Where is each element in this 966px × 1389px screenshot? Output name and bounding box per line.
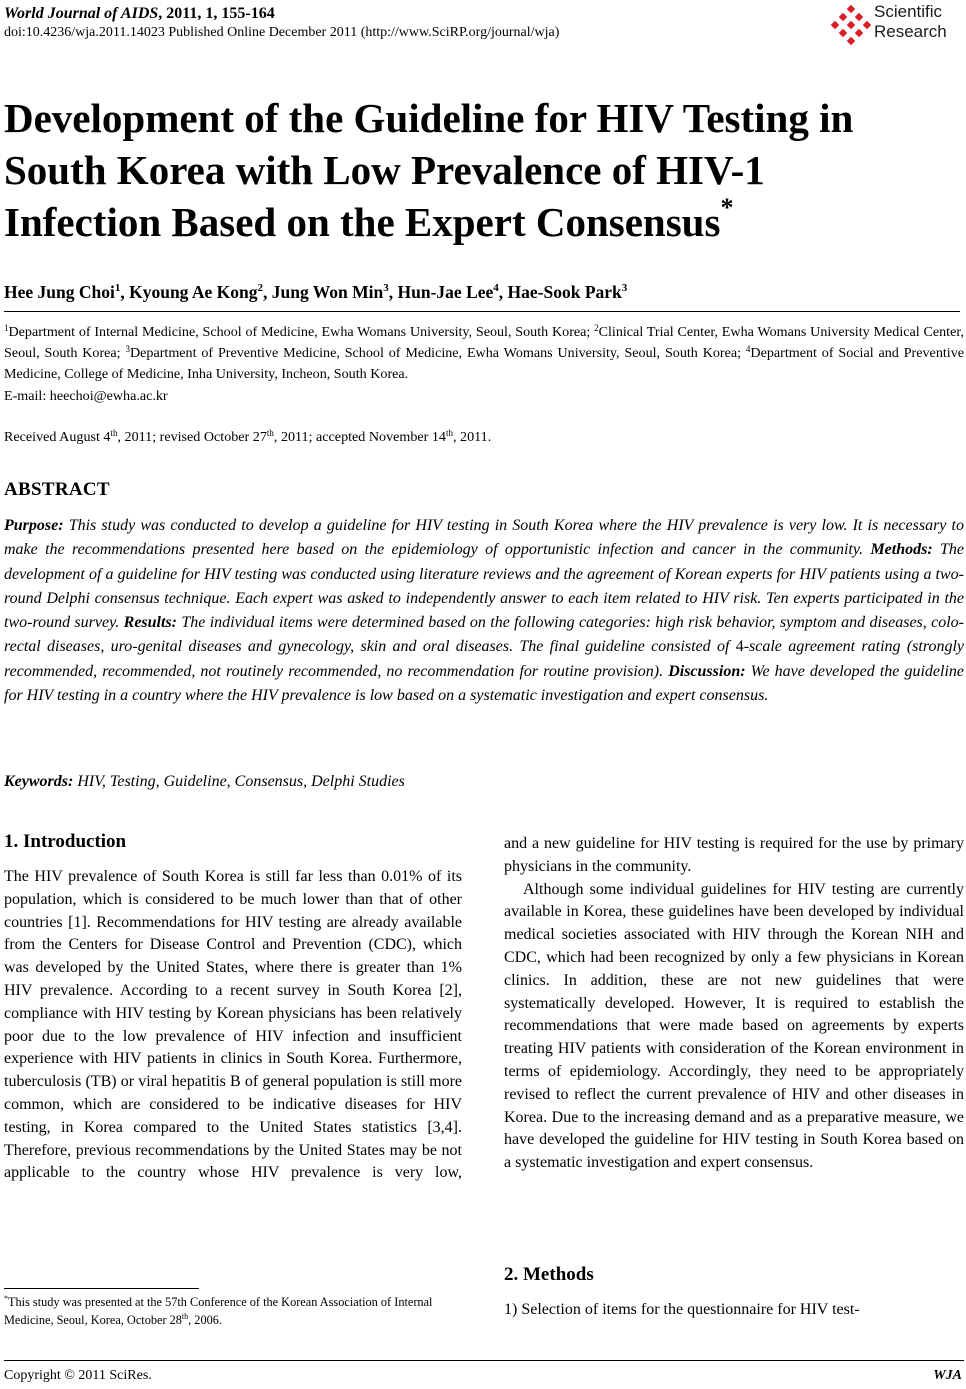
- intro-paragraph-2: Although some individual guidelines for HIV testing are currently available in Korea, these guidelines have been developed by individual medical societies associated with HIV through the Korean NIH and CDC, which had been recognized by only a few physicians in Korean clinics. In addition, these are not new guidelines that were systematically developed. However, It is required to establish the recommendations that were made based on agreements by experts treating HIV patients with consideration of the Korean environment in terms of epidemiology. Accordingly, they need to be appropriately revised to reflect the current prevalence of HIV and other diseases in Korea. Due to the increasing demand and as a preparative measure, we have developed the guideline for HIV testing in South Korea based on a systematic investigation and expert consensus.: [504, 880, 964, 1172]
- author: Hun-Jae Lee$^4$,: [397, 282, 508, 302]
- abstract-methods: The development of a guideline for HIV testing was conducted using literature reviews and the agreement of Korean experts for HIV patients using a two-round Delphi consensus technique. Each expert was asked to independently answer to each item related to HIV risk. Ten experts participated in the two-round survey.: [4, 541, 965, 632]
- abstract-purpose: This study was conducted to develop a guideline for HIV testing in South Korea where the HIV prevalence is very low. It is necessary to make the recommendations presented here based on the epidemiology of opportunistic infection and cancer in the community.: [4, 517, 964, 559]
- publisher-logo: [830, 2, 962, 48]
- affiliation-3: Department of Preventive Medicine, School of Medicine, Ewha Womans University, Seoul, South Korea;: [129, 345, 746, 361]
- contact-email: E-mail: heechoi@ewha.ac.kr: [4, 388, 168, 404]
- section-heading-methods: 2. Methods: [504, 1264, 594, 1285]
- abstract-body: Purpose: This study was conducted to develop a guideline for HIV testing in South Korea where the HIV prevalence is very low. It is necessary to make the recommendations presented here based on the epidemiology of opportunistic infection and cancer in the community. Methods: The development of a guideline for HIV testing was conducted using literature reviews and the agreement of Korean experts for HIV patients using a two-round Delphi consensus technique. Each expert was asked to independently answer to each item related to HIV risk. Ten experts participated in the two-round survey. Results: The individual items were determined based on the following categories: high risk behavior, symptom and diseases, colo-rectal diseases, uro-genital diseases and gynecology, skin and oral diseases. The final guideline consisted of 4-scale agreement rating (strongly recommended, recommended, not routinely recommended, no recommendation for routine provision). Discussion: We have developed the guideline for HIV testing in a country where the HIV prevalence is low based on a systematic investigation and expert consensus.: [4, 517, 965, 705]
- intro-paragraph-1: The HIV prevalence of South Korea is still far less than 0.01% of its population, which is considered to be much lower than that of other countries [1]. Recommendations for HIV testing are already available from the Centers for Disease Control and Prevention (CDC), which was developed by the United States, where there is greater than 1% HIV prevalence. According to a recent survey in South Korea [2], compliance with HIV testing by Korean physicians has been relatively poor due to the low prevalence of HIV infection and insufficient experience with HIV patients in clinics in South Korea. Furthermore, tuberculosis (TB) or viral hepatitis B of general population is still more common, which are considered to be indicative diseases for HIV testing, in Korea compared to the United States statistics [3,4]. Therefore, previous recommendations by the United States may be not applicable to the country whose HIV prevalence is very low,: [4, 868, 462, 1182]
- doi-line: doi:10.4236/wja.2011.14023 Published Online December 2011 (http://www.SciRP.org/journal/wja): [4, 25, 560, 40]
- journal-citation: [4, 4, 275, 24]
- affiliation-4: Department of Social and Preventive Medicine, College of Medicine, Inha University, Incheon, South Korea.: [4, 345, 964, 382]
- author: Hee Jung Choi$^1$,: [4, 282, 130, 302]
- footnote-divider: [4, 1288, 199, 1289]
- affiliation-2: Clinical Trial Center, Ewha Womans University Medical Center, Seoul, South Korea;: [4, 324, 964, 361]
- section-heading-introduction: 1. Introduction: [4, 831, 127, 852]
- title-line-3: Infection Based on the Expert Consensus: [4, 199, 721, 245]
- title-line-1: Development of the Guideline for HIV Testing in: [4, 95, 854, 141]
- title-footnote-marker: *: [720, 193, 734, 222]
- copyright: Copyright © 2011 SciRes.: [4, 1368, 152, 1383]
- abstract-results-label: Results: [123, 614, 172, 632]
- author: Kyoung Ae Kong$^2$,: [129, 282, 272, 302]
- intro-paragraph-1-continued: and a new guideline for HIV testing is required for the use by primary physicians in the community.: [504, 835, 964, 875]
- abstract-discussion: We have developed the guideline for HIV testing in a country where the HIV prevalence is low based on a systematic investigation and expert consensus.: [4, 662, 964, 705]
- author-divider: [4, 311, 960, 312]
- keywords: Keywords: HIV, Testing, Guideline, Consensus, Delphi Studies: [4, 773, 405, 790]
- abstract-discussion-label: Discussion: [668, 662, 741, 680]
- footer-divider: [4, 1360, 964, 1361]
- author-list: [4, 281, 627, 303]
- abstract-heading: ABSTRACT: [4, 479, 110, 500]
- methods-item-1: 1) Selection of items for the questionnaire for HIV test-: [504, 1301, 860, 1318]
- keywords-list: HIV, Testing, Guideline, Consensus, Delphi Studies: [73, 773, 405, 790]
- abstract-methods-label: Methods: [870, 541, 928, 559]
- body-column-left: [4, 866, 462, 1185]
- received-dates: Received August 4th, 2011; revised October 27th, 2011; accepted November 14th, 2011.: [4, 428, 492, 445]
- abstract-purpose-label: Purpose: [4, 517, 59, 534]
- author: Jung Won Min$^3$,: [271, 282, 398, 302]
- publisher-logo-text: [874, 2, 947, 42]
- title-footnote: *This study was presented at the 57th Conference of the Korean Association of Internal Medicine, Seoul, Korea, October 28th, 2006.: [4, 1294, 433, 1327]
- logo-line-1: Scientific: [874, 2, 943, 21]
- affiliations: $^1$Department of Internal Medicine, School of Medicine, Ewha Womans University, Seoul, South Korea; $^2$Clinical Trial Center, Ewha Womans University Medical Center, Seoul, South Korea; $^3$Department of Preventive Medicine, School of Medicine, Ewha Womans University, Seoul, South Korea; $^4$Department of Social and Preventive Medicine, College of Medicine, Inha University, Incheon, South Korea.: [4, 323, 964, 382]
- title-line-2: South Korea with Low Prevalence of HIV-1: [4, 147, 765, 193]
- journal-name: World Journal of AIDS: [4, 5, 159, 22]
- publisher-logo-icon: [830, 4, 872, 46]
- abstract-results: The individual items were determined based on the following categories: high risk behavior, symptom and diseases, colo-rectal diseases, uro-genital diseases and gynecology, skin and oral diseases. The final guideline consisted of: [4, 614, 965, 656]
- keywords-label: Keywords: [4, 773, 68, 790]
- body-column-right: [504, 833, 964, 1175]
- paper-title: [4, 92, 954, 248]
- logo-line-2: Research: [874, 22, 947, 41]
- author: Hae-Sook Park$^3$: [507, 282, 628, 302]
- affiliation-1: Department of Internal Medicine, School of Medicine, Ewha Womans University, Seoul, South Korea;: [8, 324, 595, 340]
- journal-volume: , 2011, 1, 155-164: [158, 5, 275, 22]
- journal-abbreviation: WJA: [933, 1368, 962, 1383]
